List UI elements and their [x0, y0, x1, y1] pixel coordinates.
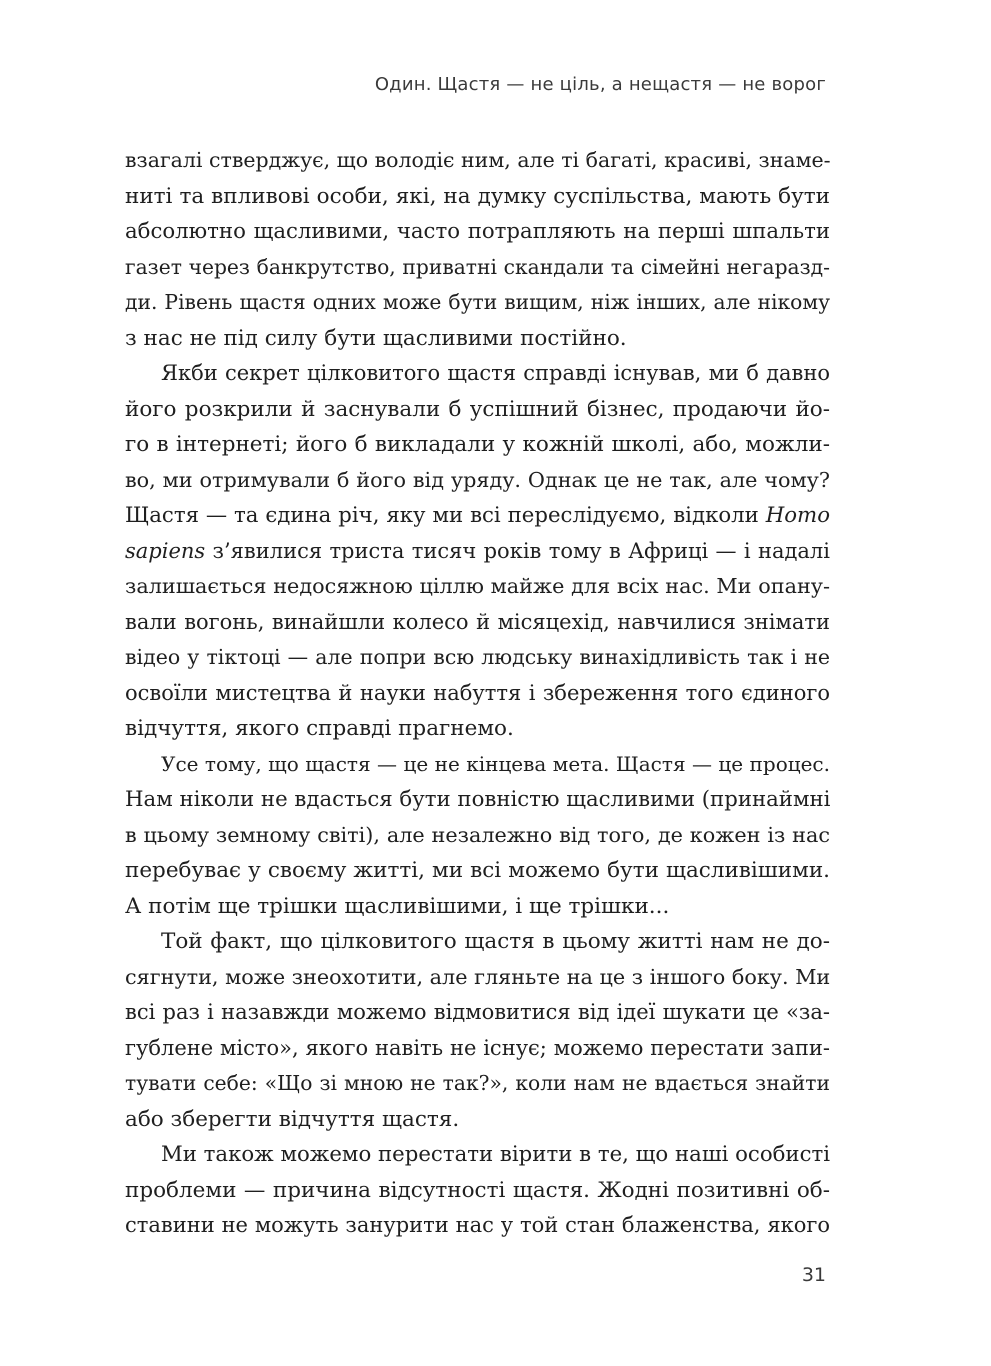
text-line: відчуття, якого справді прагнемо. [125, 716, 514, 741]
text-line: газет через банкрутство, приватні скандали та сімейні негаразд- [125, 254, 830, 279]
text-line: відео у тіктоці — але попри всю людську винахідливість так і не [125, 645, 830, 669]
text-line: освоїли мистецтва й науки набуття і збереження того єдиного [125, 680, 830, 705]
text-line: Якби секрет цілковитого щастя справді існував, ми б давно [161, 361, 830, 385]
text-line: Усе тому, що щастя — це не кінцева мета. Щастя — це процес. [161, 751, 830, 776]
text-line: з нас не під силу бути щасливими постійно. [125, 325, 627, 351]
text-line-with-italic [125, 534, 830, 570]
text-line: го в інтернеті; його б викладали у кожній школі, або, можли- [125, 432, 830, 457]
text-line: ниті та впливові особи, які, на думку суспільства, мають бути [125, 183, 830, 209]
text-line: Той факт, що цілковитого щастя в цьому житті нам не до- [161, 929, 830, 954]
text-line: в цьому земному світі), але незалежно від того, де кожен із нас [125, 822, 830, 847]
text-line: тувати себе: «Що зі мною не так?», коли нам не вдається знайти [125, 1071, 830, 1095]
body-text [125, 143, 830, 1244]
text-line: залишається недосяжною ціллю майже для всіх нас. Ми опану- [125, 574, 830, 598]
text-line: або зберегти відчуття щастя. [125, 1106, 460, 1132]
text-line: А потім ще трішки щасливішими, і ще трішки... [125, 893, 670, 919]
text-line: Ми також можемо перестати вірити в те, що наші особисті [161, 1142, 831, 1167]
italic-term-homo: Homo [765, 503, 830, 528]
text-line-with-italic [125, 498, 830, 534]
text-line: його розкрили й заснували б успішний бізнес, продаючи йо- [125, 396, 830, 422]
text-line: перебуває у своєму житті, ми всі можемо бути щасливішими. [125, 858, 830, 883]
text-line: ставини не можуть занурити нас у той стан блаженства, якого [125, 1213, 830, 1237]
text-line: Нам ніколи не вдасться бути повністю щасливими (принаймні [125, 787, 831, 812]
text-line: ди. Рівень щастя одних може бути вищим, ніж інших, але нікому [125, 290, 830, 314]
text-line: вали вогонь, винайшли колесо й місяцехід, навчилися знімати [125, 609, 830, 634]
text-line: взагалі стверджує, що володіє ним, але ті багаті, красиві, знаме- [125, 148, 831, 172]
text-line: всі раз і назавжди можемо відмовитися від ідеї шукати це «за- [125, 1000, 830, 1024]
text-line: проблеми — причина відсутності щастя. Жодні позитивні об- [125, 1177, 830, 1203]
page-number: 31 [801, 1264, 826, 1286]
text-line: сягнути, може знеохотити, але гляньте на це з іншого боку. Ми [125, 964, 831, 989]
text-segment: Щастя — та єдина річ, яку ми всі переслідуємо, відколи [125, 503, 766, 528]
text-segment: з’явилися триста тисяч років тому в Африці — і надалі [212, 538, 830, 563]
text-line: абсолютно щасливими, часто потрапляють на перші шпальти [125, 219, 830, 244]
text-line: гублене місто», якого навіть не існує; можемо перестати запи- [125, 1035, 830, 1060]
text-line: во, ми отримували б його від уряду. Однак це не так, але чому? [125, 467, 830, 492]
running-header: Один. Щастя — не ціль, а нещастя — не ворог [374, 74, 826, 95]
italic-term-sapiens: sapiens [125, 538, 206, 563]
